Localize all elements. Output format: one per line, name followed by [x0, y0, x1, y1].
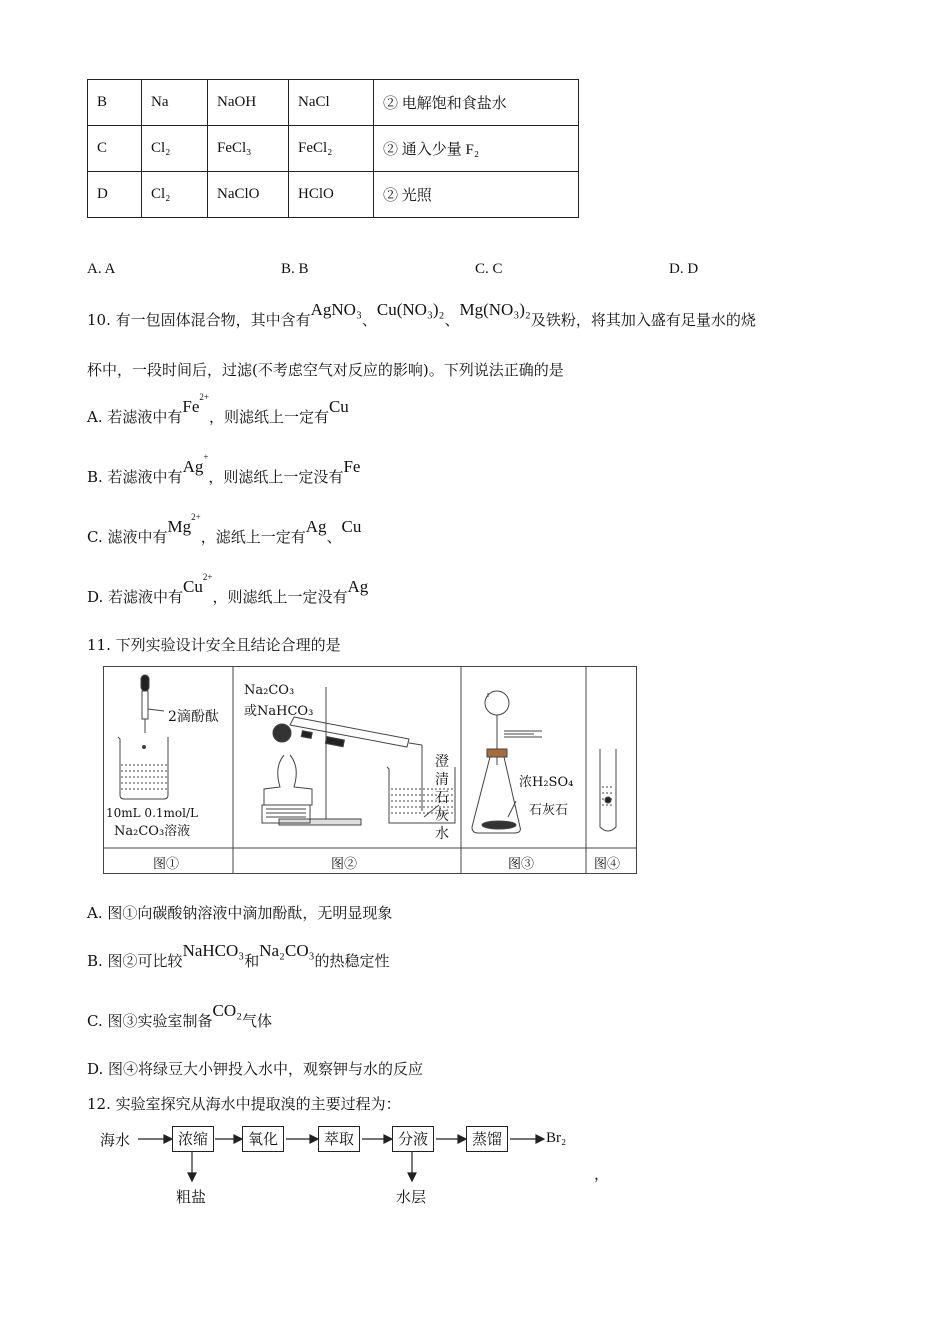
formula-nahco3: NaHCO₃	[182, 941, 245, 960]
q9-option-a[interactable]: A. A	[87, 261, 116, 277]
label-limewater	[434, 753, 450, 843]
option-text: ，则滤纸上一定有	[208, 408, 329, 426]
metal-formula: Cu	[328, 397, 349, 416]
table-cell: NaClO	[208, 172, 289, 218]
label-limestone: 石灰石	[529, 803, 569, 818]
q10-stem-line1	[87, 300, 756, 330]
table-row	[88, 126, 579, 172]
q10-option-a[interactable]	[87, 392, 349, 427]
q9-option-d[interactable]: D. D	[669, 261, 699, 277]
separator: 、	[444, 311, 460, 329]
option-text: D. 若滤液中有	[87, 588, 184, 606]
option-text: B. 图②可比较	[87, 952, 183, 970]
q11-option-b[interactable]	[87, 941, 390, 971]
flow-step-concentrate: 浓缩	[172, 1126, 214, 1152]
label-bicarbonate: 或NaHCO₃	[244, 704, 314, 719]
table-cell: FeCl₃	[208, 126, 289, 172]
limewater-char: 清	[435, 772, 449, 788]
limewater-char: 澄	[435, 754, 449, 770]
option-text: B. 若滤液中有	[87, 468, 183, 486]
ion-charge: 2+	[199, 392, 209, 402]
ion-symbol: Fe	[182, 397, 200, 416]
formula-co2: CO₂	[212, 1001, 243, 1020]
metal-formula: Ag	[305, 517, 327, 536]
formula-na2co3: Na₂CO₃	[259, 941, 315, 960]
ion-formula	[182, 392, 209, 416]
caption-fig1: 图①	[153, 857, 180, 872]
option-text: ，则滤纸上一定没有	[212, 588, 348, 606]
table-cell: Cl₂	[142, 126, 208, 172]
caption-fig3: 图③	[508, 857, 535, 872]
flow-step-oxidize: 氧化	[242, 1126, 284, 1152]
table-cell: B	[88, 80, 142, 126]
q11-option-d[interactable]: D. 图④将绿豆大小钾投入水中，观察钾与水的反应	[87, 1060, 424, 1078]
flow-trailing-comma: ，	[594, 1165, 610, 1183]
flow-step-extract: 萃取	[318, 1126, 360, 1152]
formula-mgno3: Mg(NO₃)₂	[459, 300, 531, 319]
metal-formula: Ag	[347, 577, 369, 596]
q11-option-a[interactable]: A. 图①向碳酸钠溶液中滴加酚酞，无明显现象	[87, 904, 393, 922]
q9-option-b[interactable]: B. B	[281, 261, 309, 277]
q11-stem: 11. 下列实验设计安全且结论合理的是	[87, 636, 341, 654]
table-cell: Na	[142, 80, 208, 126]
process-flowchart	[100, 1125, 620, 1215]
flow-output-crude-salt: 粗盐	[176, 1188, 207, 1206]
ion-charge: +	[203, 452, 209, 462]
ion-charge: 2+	[191, 512, 201, 522]
label-conc-acid: 浓H₂SO₄	[519, 775, 574, 790]
flow-start: 海水	[100, 1131, 131, 1149]
q10-option-c[interactable]	[87, 512, 362, 547]
option-text: 的热稳定性	[314, 952, 390, 970]
q10-stem-text: 10. 有一包固体混合物，其中含有	[87, 311, 311, 329]
table-cell: ② 光照	[374, 172, 579, 218]
separator: 、	[361, 311, 377, 329]
flow-step-distill: 蒸馏	[466, 1126, 508, 1152]
limewater-char: 灰	[435, 808, 449, 824]
option-text: ，则滤纸上一定没有	[208, 468, 344, 486]
limewater-char: 水	[435, 826, 449, 842]
table-cell: NaOH	[208, 80, 289, 126]
experiment-figure-drawing	[104, 667, 636, 873]
table-cell: C	[88, 126, 142, 172]
q10-stem-text: 及铁粉，将其加入盛有足量水的烧	[530, 311, 756, 329]
q11-option-c[interactable]	[87, 1001, 273, 1031]
metal-formula: Cu	[341, 517, 362, 536]
flow-output-water-layer: 水层	[396, 1188, 427, 1206]
option-text: ，滤纸上一定有	[200, 528, 306, 546]
option-text: C. 图③实验室制备	[87, 1012, 213, 1030]
label-phenolphthalein: 2滴酚酞	[168, 709, 219, 725]
table-cell: HClO	[289, 172, 374, 218]
label-solution-conc: 10mL 0.1mol/L	[106, 806, 198, 820]
separator: 、	[326, 528, 342, 546]
limewater-char: 石	[435, 790, 449, 806]
q10-stem-line2: 杯中，一段时间后，过滤(不考虑空气对反应的影响)。下列说法正确的是	[87, 361, 564, 379]
table-row	[88, 80, 579, 126]
ion-symbol: Cu	[183, 577, 203, 596]
options-table	[87, 79, 579, 218]
table-cell: FeCl₂	[289, 126, 374, 172]
ion-symbol: Mg	[167, 517, 192, 536]
caption-fig2: 图②	[331, 857, 358, 872]
option-text: C. 滤液中有	[87, 528, 168, 546]
table-cell: ② 通入少量 F₂	[374, 126, 579, 172]
formula-cuno3: Cu(NO₃)₂	[376, 300, 445, 319]
ion-formula	[183, 572, 213, 596]
option-text: 气体	[242, 1012, 273, 1030]
label-solution-name: Na₂CO₃溶液	[114, 824, 191, 839]
table-cell: ② 电解饱和食盐水	[374, 80, 579, 126]
table-row	[88, 172, 579, 218]
q12-stem: 12. 实验室探究从海水中提取溴的主要过程为：	[87, 1095, 401, 1113]
flow-step-separate: 分液	[392, 1126, 434, 1152]
ion-formula	[167, 512, 201, 536]
table-cell: Cl₂	[142, 172, 208, 218]
option-text: 和	[244, 952, 260, 970]
q10-option-b[interactable]	[87, 452, 361, 487]
q9-option-c[interactable]: C. C	[475, 261, 503, 277]
experiment-figure	[103, 666, 637, 874]
table-cell: D	[88, 172, 142, 218]
label-carbonate: Na₂CO₃	[244, 683, 295, 698]
q10-option-d[interactable]	[87, 572, 369, 607]
ion-formula	[182, 452, 209, 476]
flow-end-product: Br₂	[546, 1130, 567, 1146]
ion-charge: 2+	[202, 572, 213, 582]
formula-agno3: AgNO₃	[310, 300, 362, 319]
ion-symbol: Ag	[182, 457, 204, 476]
metal-formula: Fe	[343, 457, 361, 476]
option-text: A. 若滤液中有	[87, 408, 183, 426]
caption-fig4: 图④	[594, 857, 621, 872]
table-cell: NaCl	[289, 80, 374, 126]
